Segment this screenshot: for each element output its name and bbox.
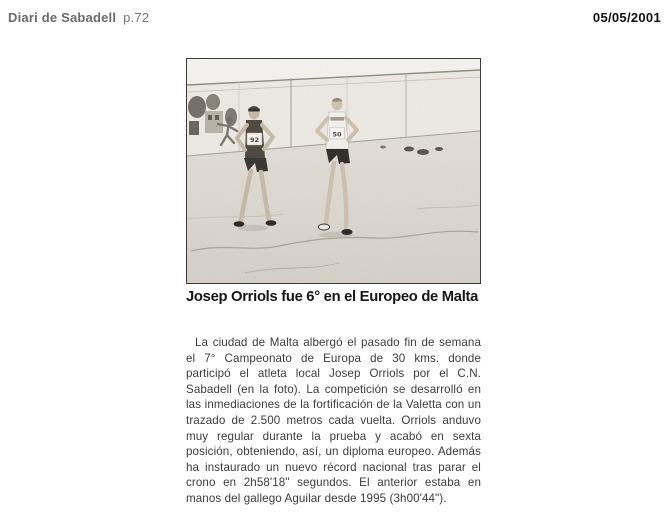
- page-header: [8, 10, 149, 25]
- article-headline: Josep Orriols fue 6° en el Europeo de Malta: [186, 288, 479, 305]
- race-walkers-photo-illustration: [187, 59, 480, 283]
- page-number: p.72: [123, 10, 150, 25]
- publication-date: 05/05/2001: [592, 10, 661, 25]
- article-photo: [186, 58, 481, 284]
- bib-number-right: 50: [332, 130, 342, 139]
- bib-number-left: 92: [249, 136, 260, 144]
- article-body: La ciudad de Malta albergó el pasado fin de semana el 7° Campeonato de Europa de 30 kms. donde participó el atleta local Josep Orriols por el C.N. Sabadell (en la foto). La competición se desarrolló en las inmediaciones de la fortificación de la Valetta con un trazado de 2.500 metros cada vuelta. Orriols anduvo muy regular durante la prueba y acabó en sexta posición, obteniendo, así, un diploma europeo. Además ha instaurado un nuevo récord nacional tras parar el crono en 2h58'18" segundos. El anterior estaba en manos del gallego Aguilar desde 1995 (3h00'44").: [186, 336, 481, 505]
- halftone-grain-overlay: [187, 59, 480, 283]
- source-title: Diari de Sabadell: [8, 10, 117, 25]
